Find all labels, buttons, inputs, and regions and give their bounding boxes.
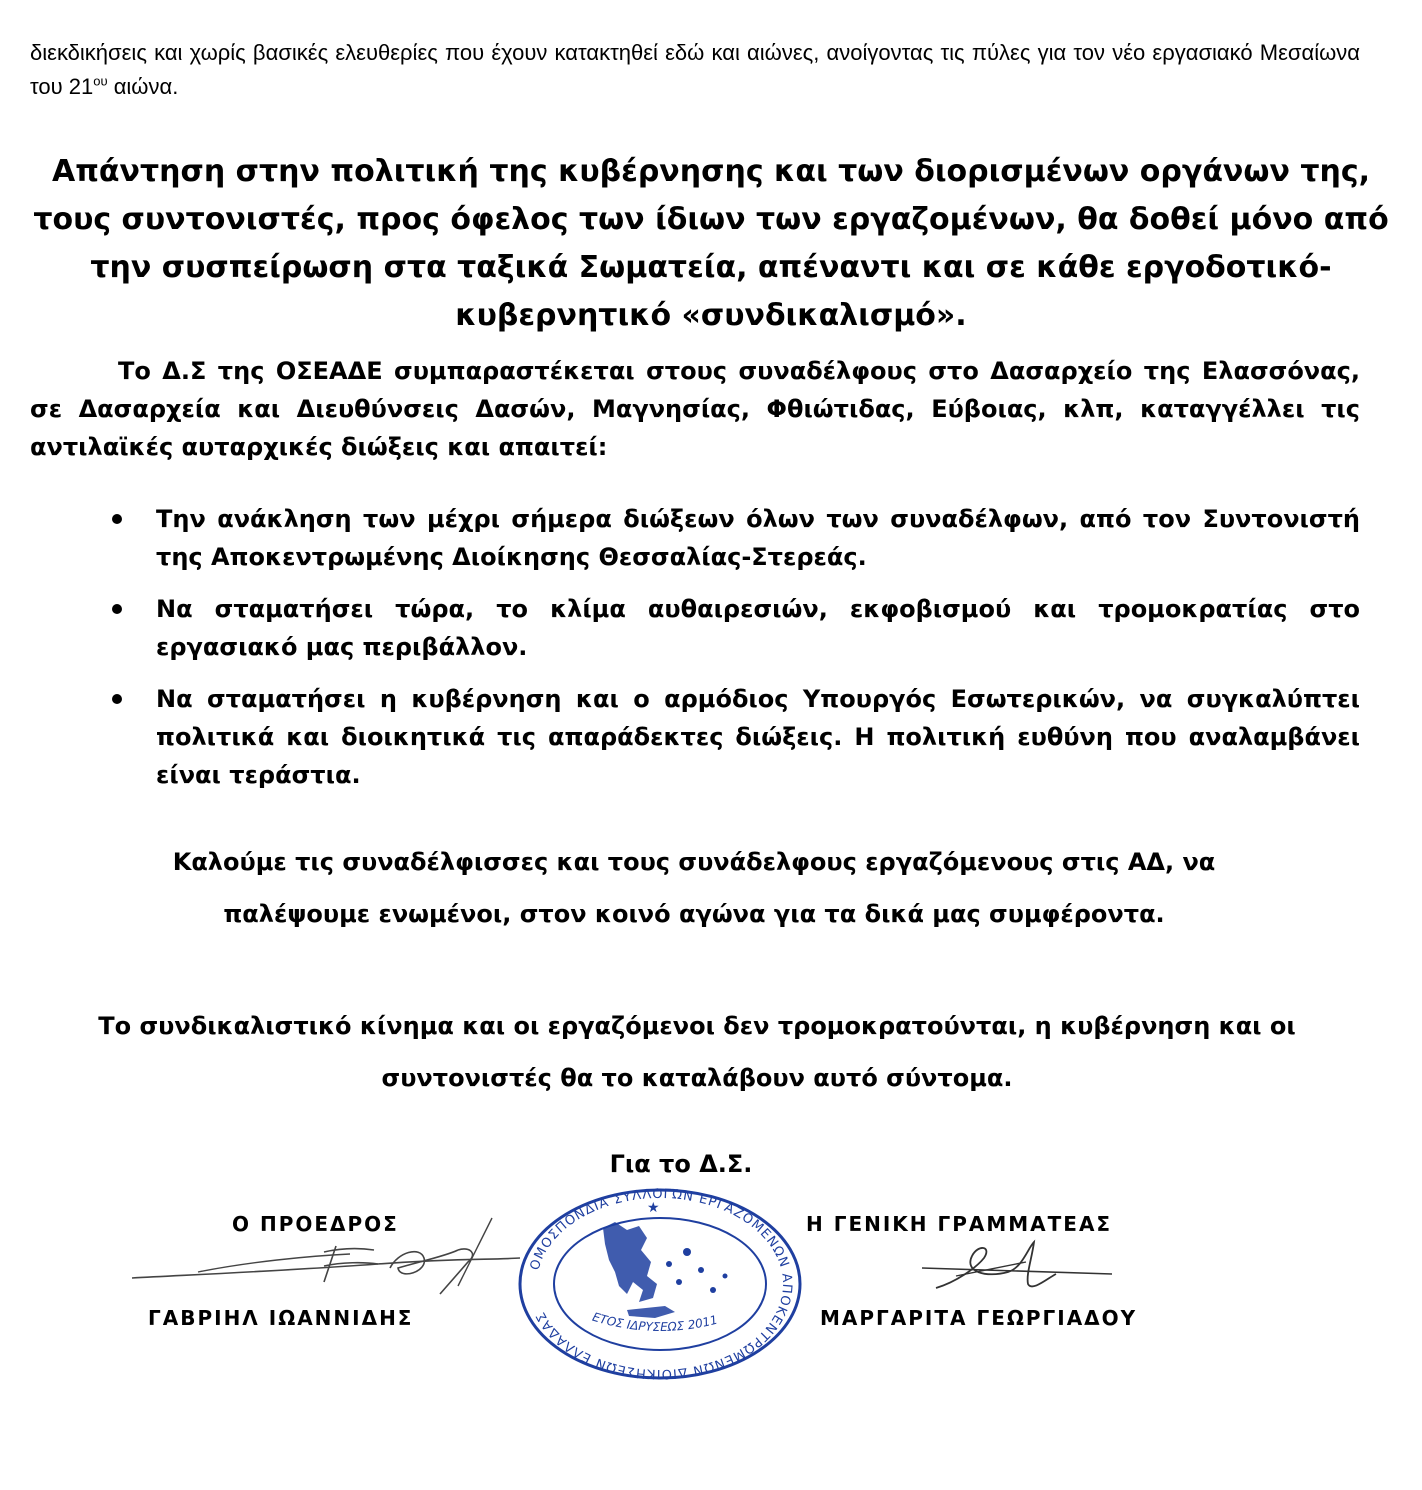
for-board-label: Για το Δ.Σ. (609, 1150, 753, 1178)
bullet-icon (112, 694, 122, 704)
call-to-action (0, 836, 1388, 940)
star-icon: ★ (647, 1200, 660, 1216)
list-item (100, 500, 1360, 576)
call-line-1: Καλούμε τις συναδέλφισσες και τους συνάδελφους εργαζόμενους στις ΑΔ, να (172, 848, 1216, 876)
president-name: ΓΑΒΡΙΗΛ ΙΩΑΝΝΙΔΗΣ (148, 1306, 414, 1330)
organization-seal (515, 1186, 805, 1382)
demand-text: Να σταματήσει η κυβέρνηση και ο αρμόδιος Υπουργός Εσωτερικών, να συγκαλύπτει πολιτικά και διοικητικά τις απαράδεκτες διώξεις. Η πολιτική ευθύνη που αναλαμβάνει είναι τεράστια. (156, 685, 1360, 789)
president-signature (128, 1216, 528, 1296)
demand-text: Την ανάκληση των μέχρι σήμερα διώξεων όλων των συναδέλφων, από τον Συντονιστή της Αποκεντρωμένης Διοίκησης Θεσσαλίας-Στερεάς. (156, 505, 1360, 571)
support-paragraph: Το Δ.Σ της ΟΣΕΑΔΕ συμπαραστέκεται στους συναδέλφους στο Δασαρχείο της Ελασσόνας, σε Δασαρχεία και Διευθύνσεις Δασών, Μαγνησίας, Φθιώτιδας, Εύβοιας, κλπ, καταγγέλλει τις αντιλαϊκές αυταρχικές διώξεις και απαιτεί: (30, 357, 1360, 461)
intro-text: διεκδικήσεις και χωρίς βασικές ελευθερίες που έχουν κατακτηθεί εδώ και αιώνες, ανοίγοντας τις πύλες για τον νέο εργασιακό Μεσαίωνα του 21 (30, 40, 1360, 99)
president-title: Ο ΠΡΟΕΔΡΟΣ (232, 1212, 399, 1236)
seal-text: ΟΜΟΣΠΟΝΔΙΑ ΣΥΛΛΟΓΩΝ ΕΡΓΑΖΟΜΕΝΩΝ ΑΠΟΚΕΝΤΡΩΜΕΝΩΝ ΔΙΟΙΚΗΣΕΩΝ ΕΛΛΑΔΑΣ (527, 1186, 795, 1382)
closing-line-1: Το συνδικαλιστικό κίνημα και οι εργαζόμενοι δεν τρομοκρατούνται, η κυβέρνηση και οι (98, 1012, 1296, 1040)
list-item (100, 680, 1360, 794)
call-line-2: παλέψουμε ενωμένοι, στον κοινό αγώνα για τα δικά μας συμφέροντα. (223, 900, 1165, 928)
demands-list (100, 500, 1360, 808)
intro-superscript: ου (93, 73, 108, 89)
intro-text-end: αιώνα. (107, 74, 179, 99)
headline: Απάντηση στην πολιτική της κυβέρνησης και των διορισμένων οργάνων της, τους συντονιστές, προς όφελος των ίδιων των εργαζομένων, θα δοθεί μόνο από την συσπείρωση στα ταξικά Σωματεία, απέναντι και σε κάθε εργοδοτικό-κυβερνητικό «συνδικαλισμό». (33, 154, 1389, 333)
bullet-icon (112, 514, 122, 524)
seal-founded: ΕΤΟΣ ΙΔΡΥΣΕΩΣ 2011 (590, 1309, 719, 1335)
closing-line-2: συντονιστές θα το καταλάβουν αυτό σύντομα. (381, 1064, 1013, 1092)
intro-paragraph (30, 36, 1360, 104)
secretary-signature (916, 1238, 1116, 1294)
demand-text: Να σταματήσει τώρα, το κλίμα αυθαιρεσιών, εκφοβισμού και τρομοκρατίας στο εργασιακό μας περιβάλλον. (156, 595, 1360, 661)
list-item (100, 590, 1360, 666)
bullet-icon (112, 604, 122, 614)
secretary-title: Η ΓΕΝΙΚΗ ΓΡΑΜΜΑΤΕΑΣ (806, 1212, 1113, 1236)
map-icon (603, 1222, 657, 1302)
closing-statement (6, 1000, 1388, 1104)
secretary-name: ΜΑΡΓΑΡΙΤΑ ΓΕΩΡΓΙΑΔΟΥ (820, 1306, 1138, 1330)
